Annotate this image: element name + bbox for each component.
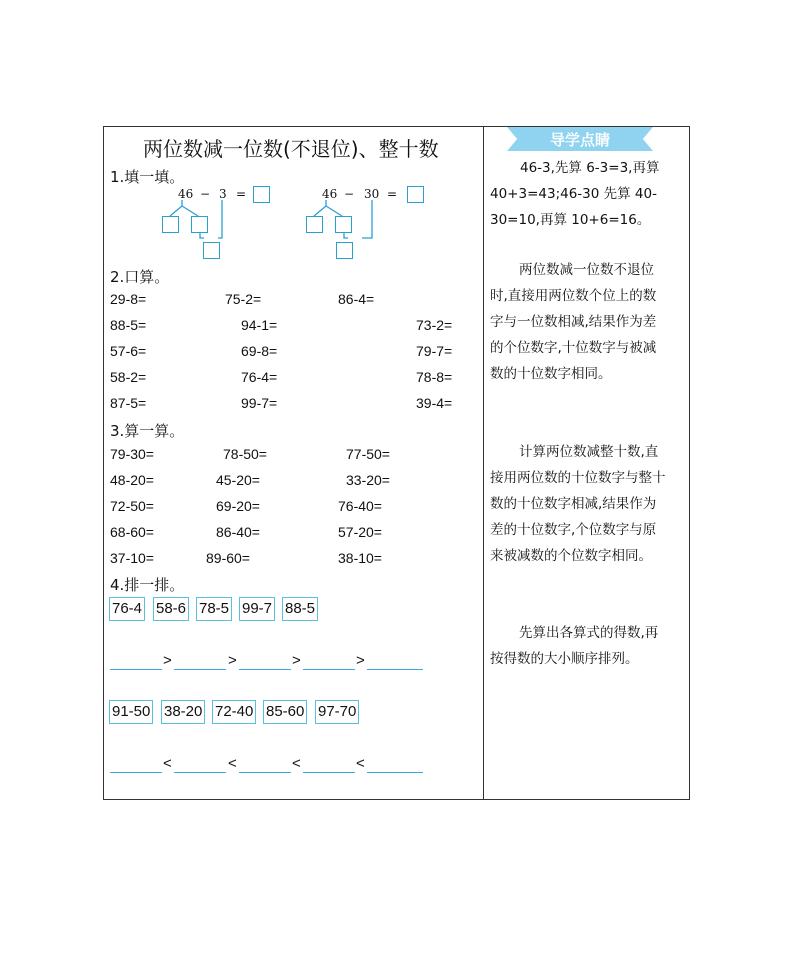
expression-card[interactable]: 58-6 [153,597,189,621]
greater-than-sign: > [356,652,365,669]
eq1-step-box[interactable] [203,242,220,259]
exercise: 39-4= [416,395,453,411]
section1-heading: 1.填一填。 [110,168,185,186]
section2-heading: 2.口算。 [110,268,170,286]
eq1-answer-box[interactable] [253,186,270,203]
eq2-step-box[interactable] [336,242,353,259]
exercise: 68-60= [110,524,154,540]
tip-line: 时,直接用两位数个位上的数 [490,288,657,304]
less-than-sign: < [163,755,172,772]
section3-heading: 3.算一算。 [110,422,185,440]
greater-than-sign: > [163,652,172,669]
exercise: 69-20= [216,498,260,514]
exercise: 76-40= [338,498,382,514]
exercise: 29-8= [110,291,147,307]
tip-line: 按得数的大小顺序排列。 [490,651,639,667]
expression-card[interactable]: 76-4 [109,597,145,621]
eq2-answer-box[interactable] [407,186,424,203]
eq2-equals: = [387,187,398,201]
tip-line: 40+3=43;46-30 先算 40- [490,186,657,202]
expression-card[interactable]: 78-5 [196,597,232,621]
exercise: 73-2= [416,317,453,333]
expression-card[interactable]: 91-50 [109,700,153,724]
greater-than-sign: > [228,652,237,669]
answer-blank[interactable] [367,669,423,670]
less-than-sign: < [356,755,365,772]
exercise: 72-50= [110,498,154,514]
eq2-ones-box[interactable] [306,216,323,233]
eq1-subtrahend: 3 [219,187,227,201]
tip-line: 30=10,再算 10+6=16。 [490,212,651,228]
answer-blank[interactable] [367,772,423,773]
greater-than-sign: > [292,652,301,669]
eq1-equals: = [236,187,247,201]
exercise: 57-20= [338,524,382,540]
exercise: 75-2= [225,291,262,307]
section4-heading: 4.排一排。 [110,576,185,594]
exercise: 86-4= [338,291,375,307]
exercise: 77-50= [346,446,390,462]
exercise: 79-30= [110,446,154,462]
sort-row-1 [0,597,794,623]
exercise: 87-5= [110,395,147,411]
eq1-operator: − [200,187,211,201]
exercise: 88-5= [110,317,147,333]
answer-blank[interactable] [174,772,226,773]
tip-line: 数的十位数字相减,结果作为 [490,496,657,512]
expression-card[interactable]: 88-5 [282,597,318,621]
tip-line: 的个位数字,十位数字与被减 [490,340,657,356]
expression-card[interactable]: 85-60 [263,700,307,724]
exercise: 57-6= [110,343,147,359]
sort-row-2 [0,700,794,726]
eq2-operator: − [344,187,355,201]
guide-ribbon-label: 导学点睛 [549,131,610,149]
exercise: 94-1= [241,317,278,333]
eq1-ones-box[interactable] [162,216,179,233]
eq1-minuend: 46 [178,187,194,201]
eq2-subtrahend: 30 [364,187,380,201]
tip-line: 先算出各算式的得数,再 [519,625,659,641]
exercise: 78-50= [223,446,267,462]
column-divider [483,126,484,800]
exercise: 78-8= [416,369,453,385]
expression-card[interactable]: 72-40 [212,700,256,724]
eq1-tens-box[interactable] [191,216,208,233]
tip-line: 两位数减一位数不退位 [519,262,654,278]
expression-card[interactable]: 38-20 [161,700,205,724]
exercise: 33-20= [346,472,390,488]
less-than-sign: < [228,755,237,772]
answer-blank[interactable] [239,772,291,773]
exercise: 86-40= [216,524,260,540]
expression-card[interactable]: 97-70 [315,700,359,724]
answer-blank[interactable] [303,772,355,773]
exercise: 79-7= [416,343,453,359]
exercise: 89-60= [206,550,250,566]
guide-tip-2 [490,257,656,387]
tip-line: 计算两位数减整十数,直 [519,444,659,460]
exercise: 37-10= [110,550,154,566]
answer-blank[interactable] [110,669,162,670]
answer-blank[interactable] [174,669,226,670]
eq2-minuend: 46 [322,187,338,201]
guide-tip-3 [490,439,666,569]
tip-line: 差的十位数字,个位数字与原 [490,522,657,538]
exercise: 69-8= [241,343,278,359]
exercise: 76-4= [241,369,278,385]
answer-blank[interactable] [110,772,162,773]
tip-line: 接用两位数的十位数字与整十 [490,470,666,486]
exercise: 38-10= [338,550,382,566]
answer-blank[interactable] [303,669,355,670]
less-than-sign: < [292,755,301,772]
exercise: 48-20= [110,472,154,488]
tip-line: 46-3,先算 6-3=3,再算 [520,160,660,176]
tip-line: 来被减数的个位数字相同。 [490,548,652,564]
page-title: 两位数减一位数(不退位)、整十数 [143,137,439,161]
guide-tip-1 [490,155,659,233]
answer-blank[interactable] [239,669,291,670]
exercise: 45-20= [216,472,260,488]
tip-line: 数的十位数字相同。 [490,366,612,382]
exercise: 99-7= [241,395,278,411]
eq2-tens-box[interactable] [335,216,352,233]
expression-card[interactable]: 99-7 [239,597,275,621]
tip-line: 字与一位数相减,结果作为差 [490,314,657,330]
guide-tip-4 [490,620,658,672]
exercise: 58-2= [110,369,147,385]
